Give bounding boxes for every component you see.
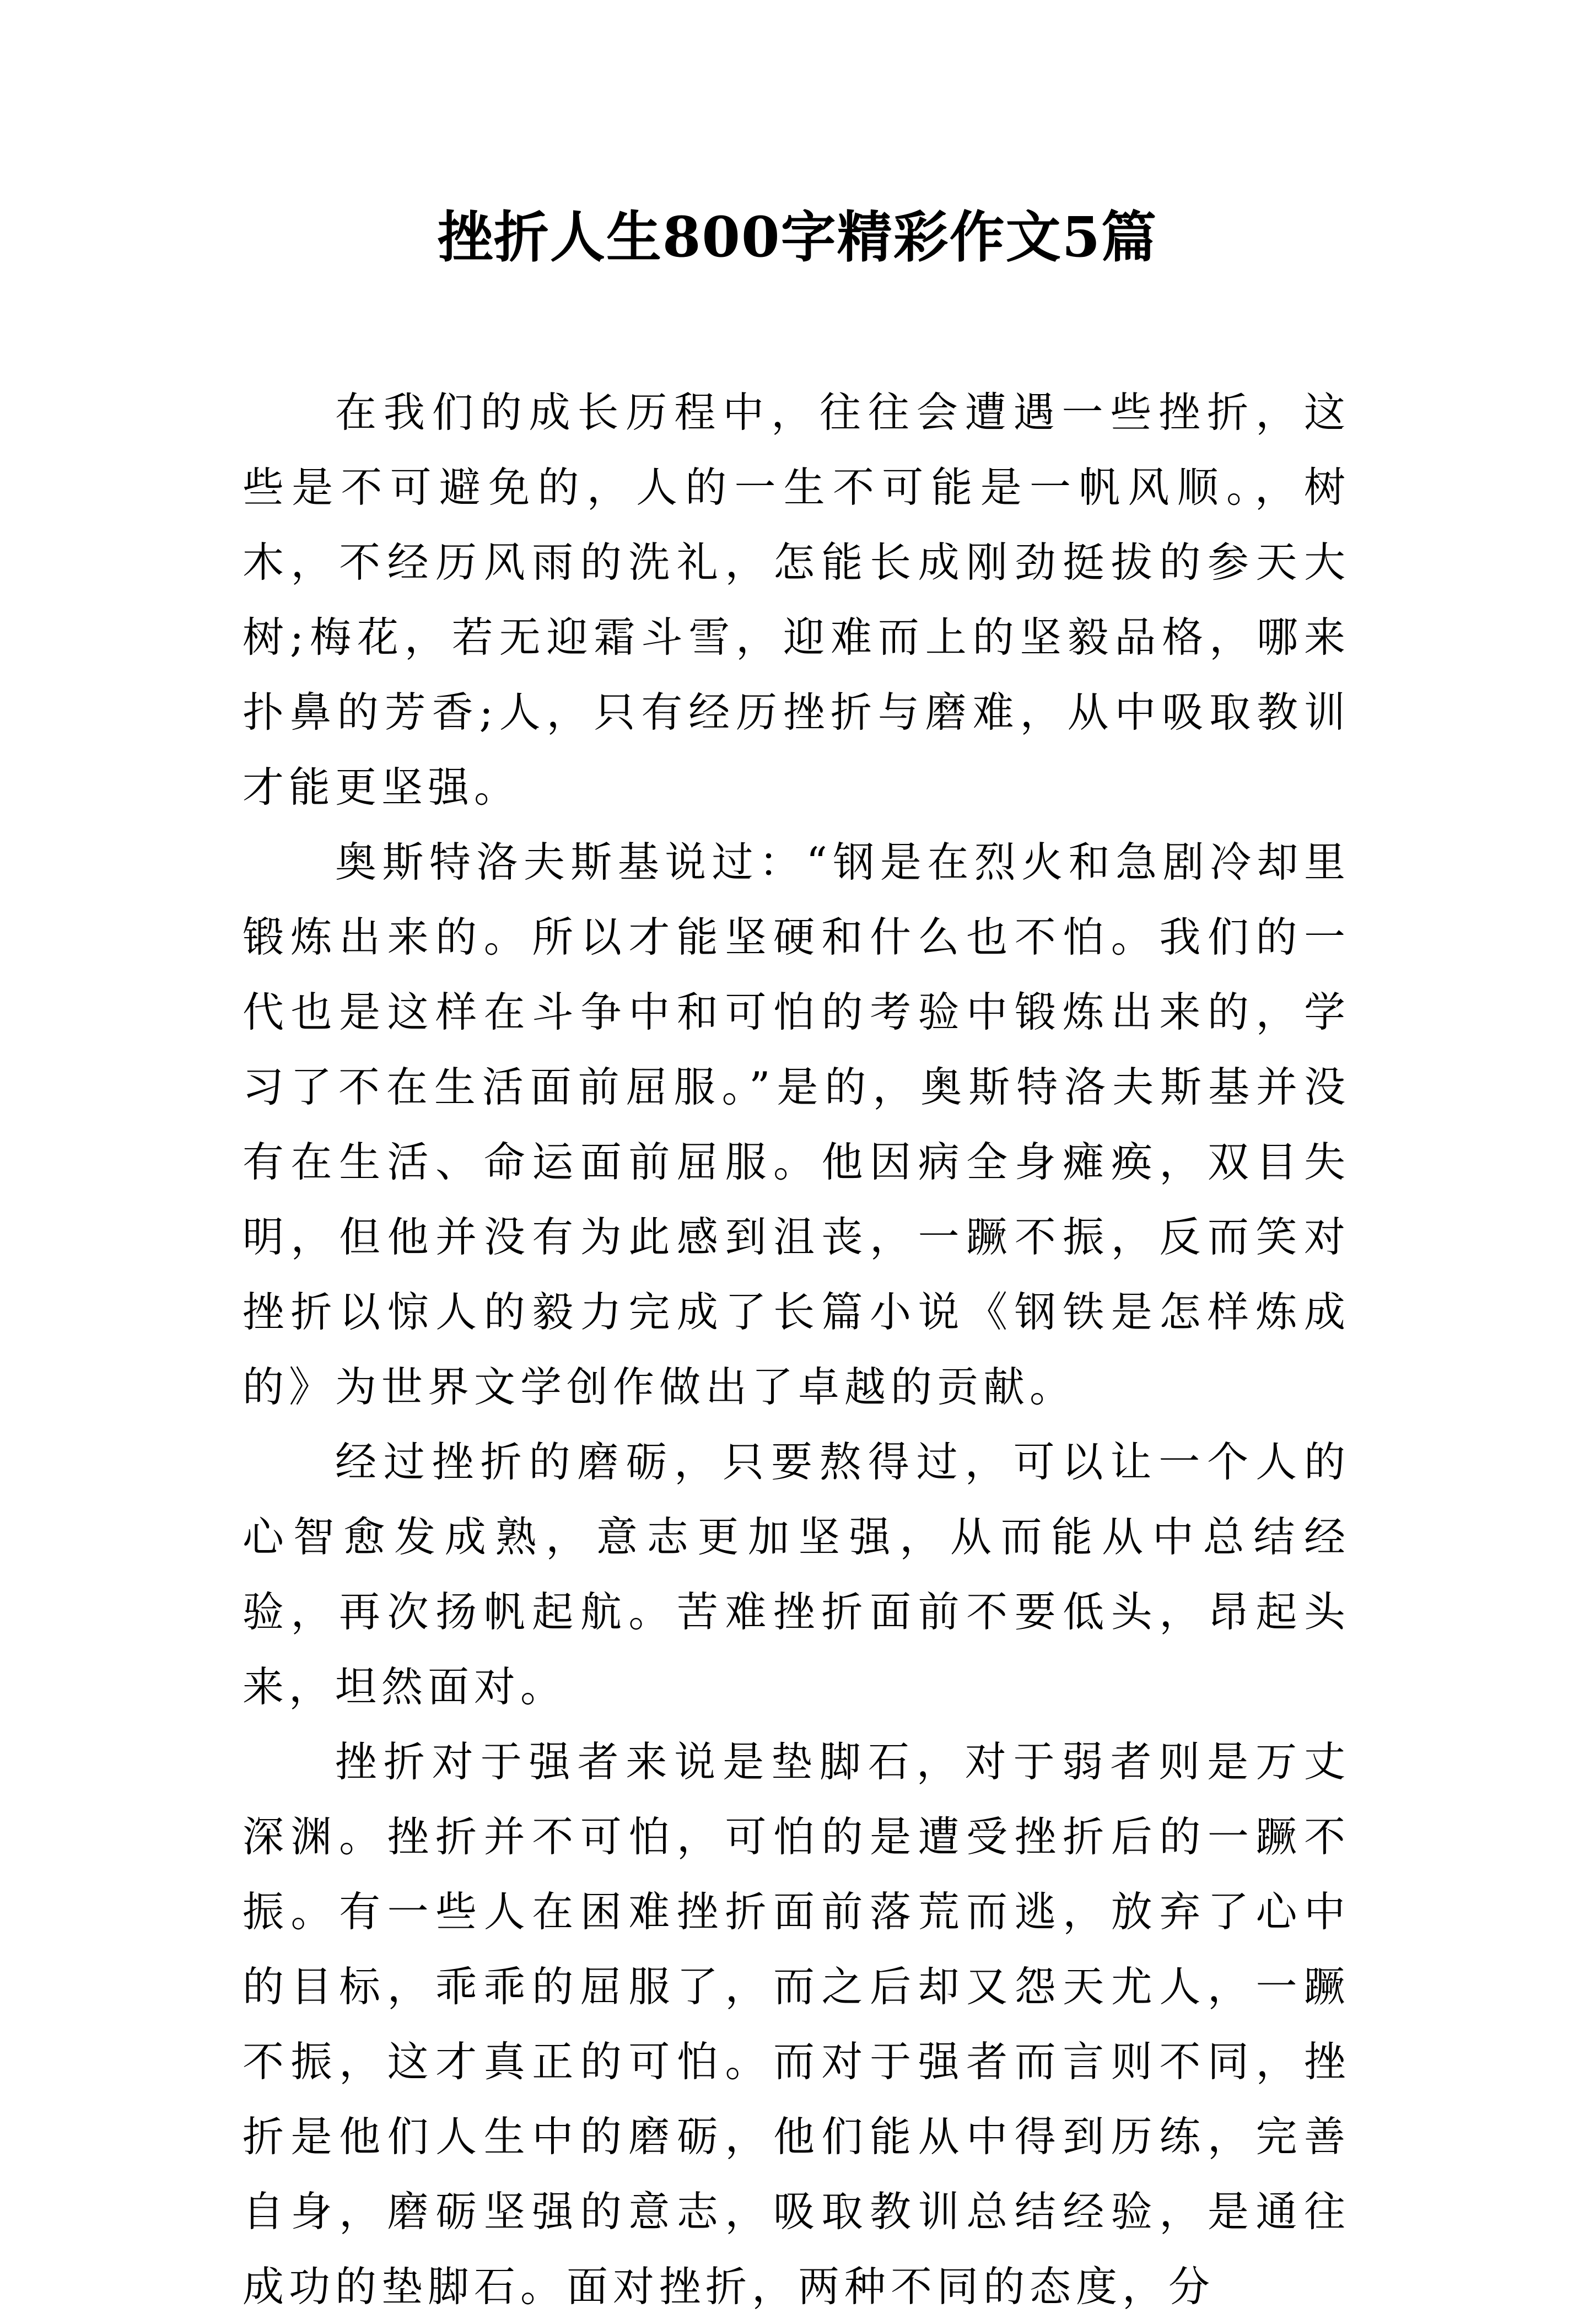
paragraph-1: 在我们的成长历程中，往往会遭遇一些挫折，这些是不可避免的，人的一生不可能是一帆风顺。，树木，不经历风雨的洗礼，怎能长成刚劲挺拔的参天大树;梅花，若无迎霜斗雪，迎难而上的坚毅品格，哪来扑鼻的芳香;人，只有经历挫折与磨难，从中吸取教训才能更坚强。 [243,388,1350,811]
paragraph-4: 挫折对于强者来说是垫脚石，对于弱者则是万丈深渊。挫折并不可怕，可怕的是遭受挫折后的一蹶不振。有一些人在困难挫折面前落荒而逃，放弃了心中的目标，乖乖的屈服了，而之后却又怨天尤人，一蹶不振，这才真正的可怕。而对于强者而言则不同，挫折是他们人生中的磨砺，他们能从中得到历练，完善自身，磨砺坚强的意志，吸取教训总结经验，是通往成功的垫脚石。面对挫折，两种不同的态度，分 [243,1737,1350,2311]
document-body [243,375,1350,2324]
document-title: 挫折人生800字精彩作文5篇 [437,205,1158,270]
paragraph-3: 经过挫折的磨砺，只要熬得过，可以让一个人的心智愈发成熟，意志更加坚强，从而能从中总结经验，再次扬帆起航。苦难挫折面前不要低头，昂起头来，坦然面对。 [243,1438,1350,1711]
paragraph-2: 奥斯特洛夫斯基说过：“钢是在烈火和急剧冷却里锻炼出来的。所以才能坚硬和什么也不怕。我们的一代也是这样在斗争中和可怕的考验中锻炼出来的，学习了不在生活面前屈服。”是的，奥斯特洛夫斯基并没有在生活、命运面前屈服。他因病全身瘫痪，双目失明，但他并没有为此感到沮丧，一蹶不振，反而笑对挫折以惊人的毅力完成了长篇小说《钢铁是怎样炼成的》为世界文学创作做出了卓越的贡献。 [243,838,1350,1411]
